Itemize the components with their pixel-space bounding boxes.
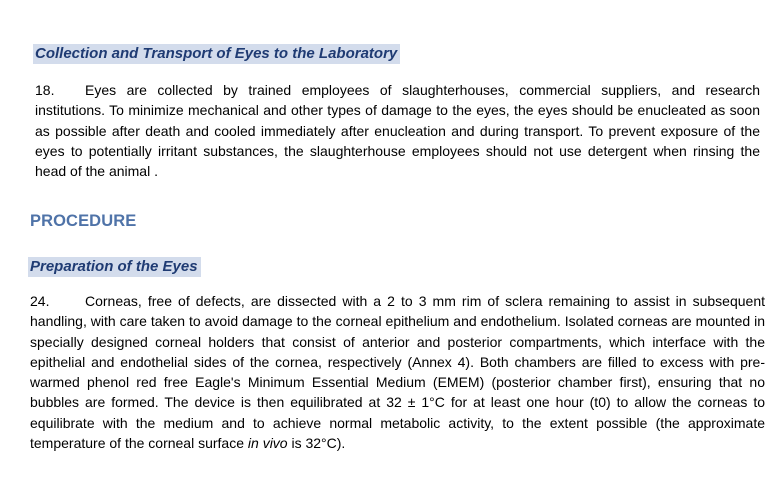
paragraph-text: Corneas, free of defects, are dissected with a 2 to 3 mm rim of sclera remaining to assist in subsequent handling, with care taken to avoid damage to the corneal epithelium and endothelium. Isolated corneas are mounted in specially designed corneal holders that consist of anterior and posterior compartments, which interface with the epithelial and endothelial sides of the cornea, respectively (Annex 4). Both chambers are filled to excess with pre-warmed phenol red free Eagle's Minimum Essential Medium (EMEM) (posterior chamber first), ensuring that no bubbles are formed. The device is then equilibrated at 32 ± 1°C for at least one hour (t0) to allow the corneas to equilibrate with the medium and to achieve normal metabolic activity, to the extent possible (the approximate temperature of the corneal surface xyxy=(30,293,765,452)
procedure-heading: PROCEDURE xyxy=(30,212,137,230)
paragraph-24 xyxy=(30,291,765,453)
paragraph-number: 18. xyxy=(35,82,55,98)
collection-transport-heading: Collection and Transport of Eyes to the Laboratory xyxy=(33,44,400,64)
paragraph-text: Eyes are collected by trained employees of slaughterhouses, commercial suppliers, and research institutions. To minimize mechanical and other types of damage to the eyes, the eyes should be enucleated as soon as possible after death and cooled immediately after enucleation and during transport. To prevent exposure of the eyes to potentially irritant substances, the slaughterhouse employees should not use detergent when rinsing the head of the animal . xyxy=(35,82,760,180)
paragraph-number: 24. xyxy=(30,293,50,309)
paragraph-18 xyxy=(35,80,760,181)
preparation-eyes-heading: Preparation of the Eyes xyxy=(28,257,201,277)
italic-term: in vivo xyxy=(247,435,288,452)
paragraph-text-end: is 32°C). xyxy=(287,435,346,452)
